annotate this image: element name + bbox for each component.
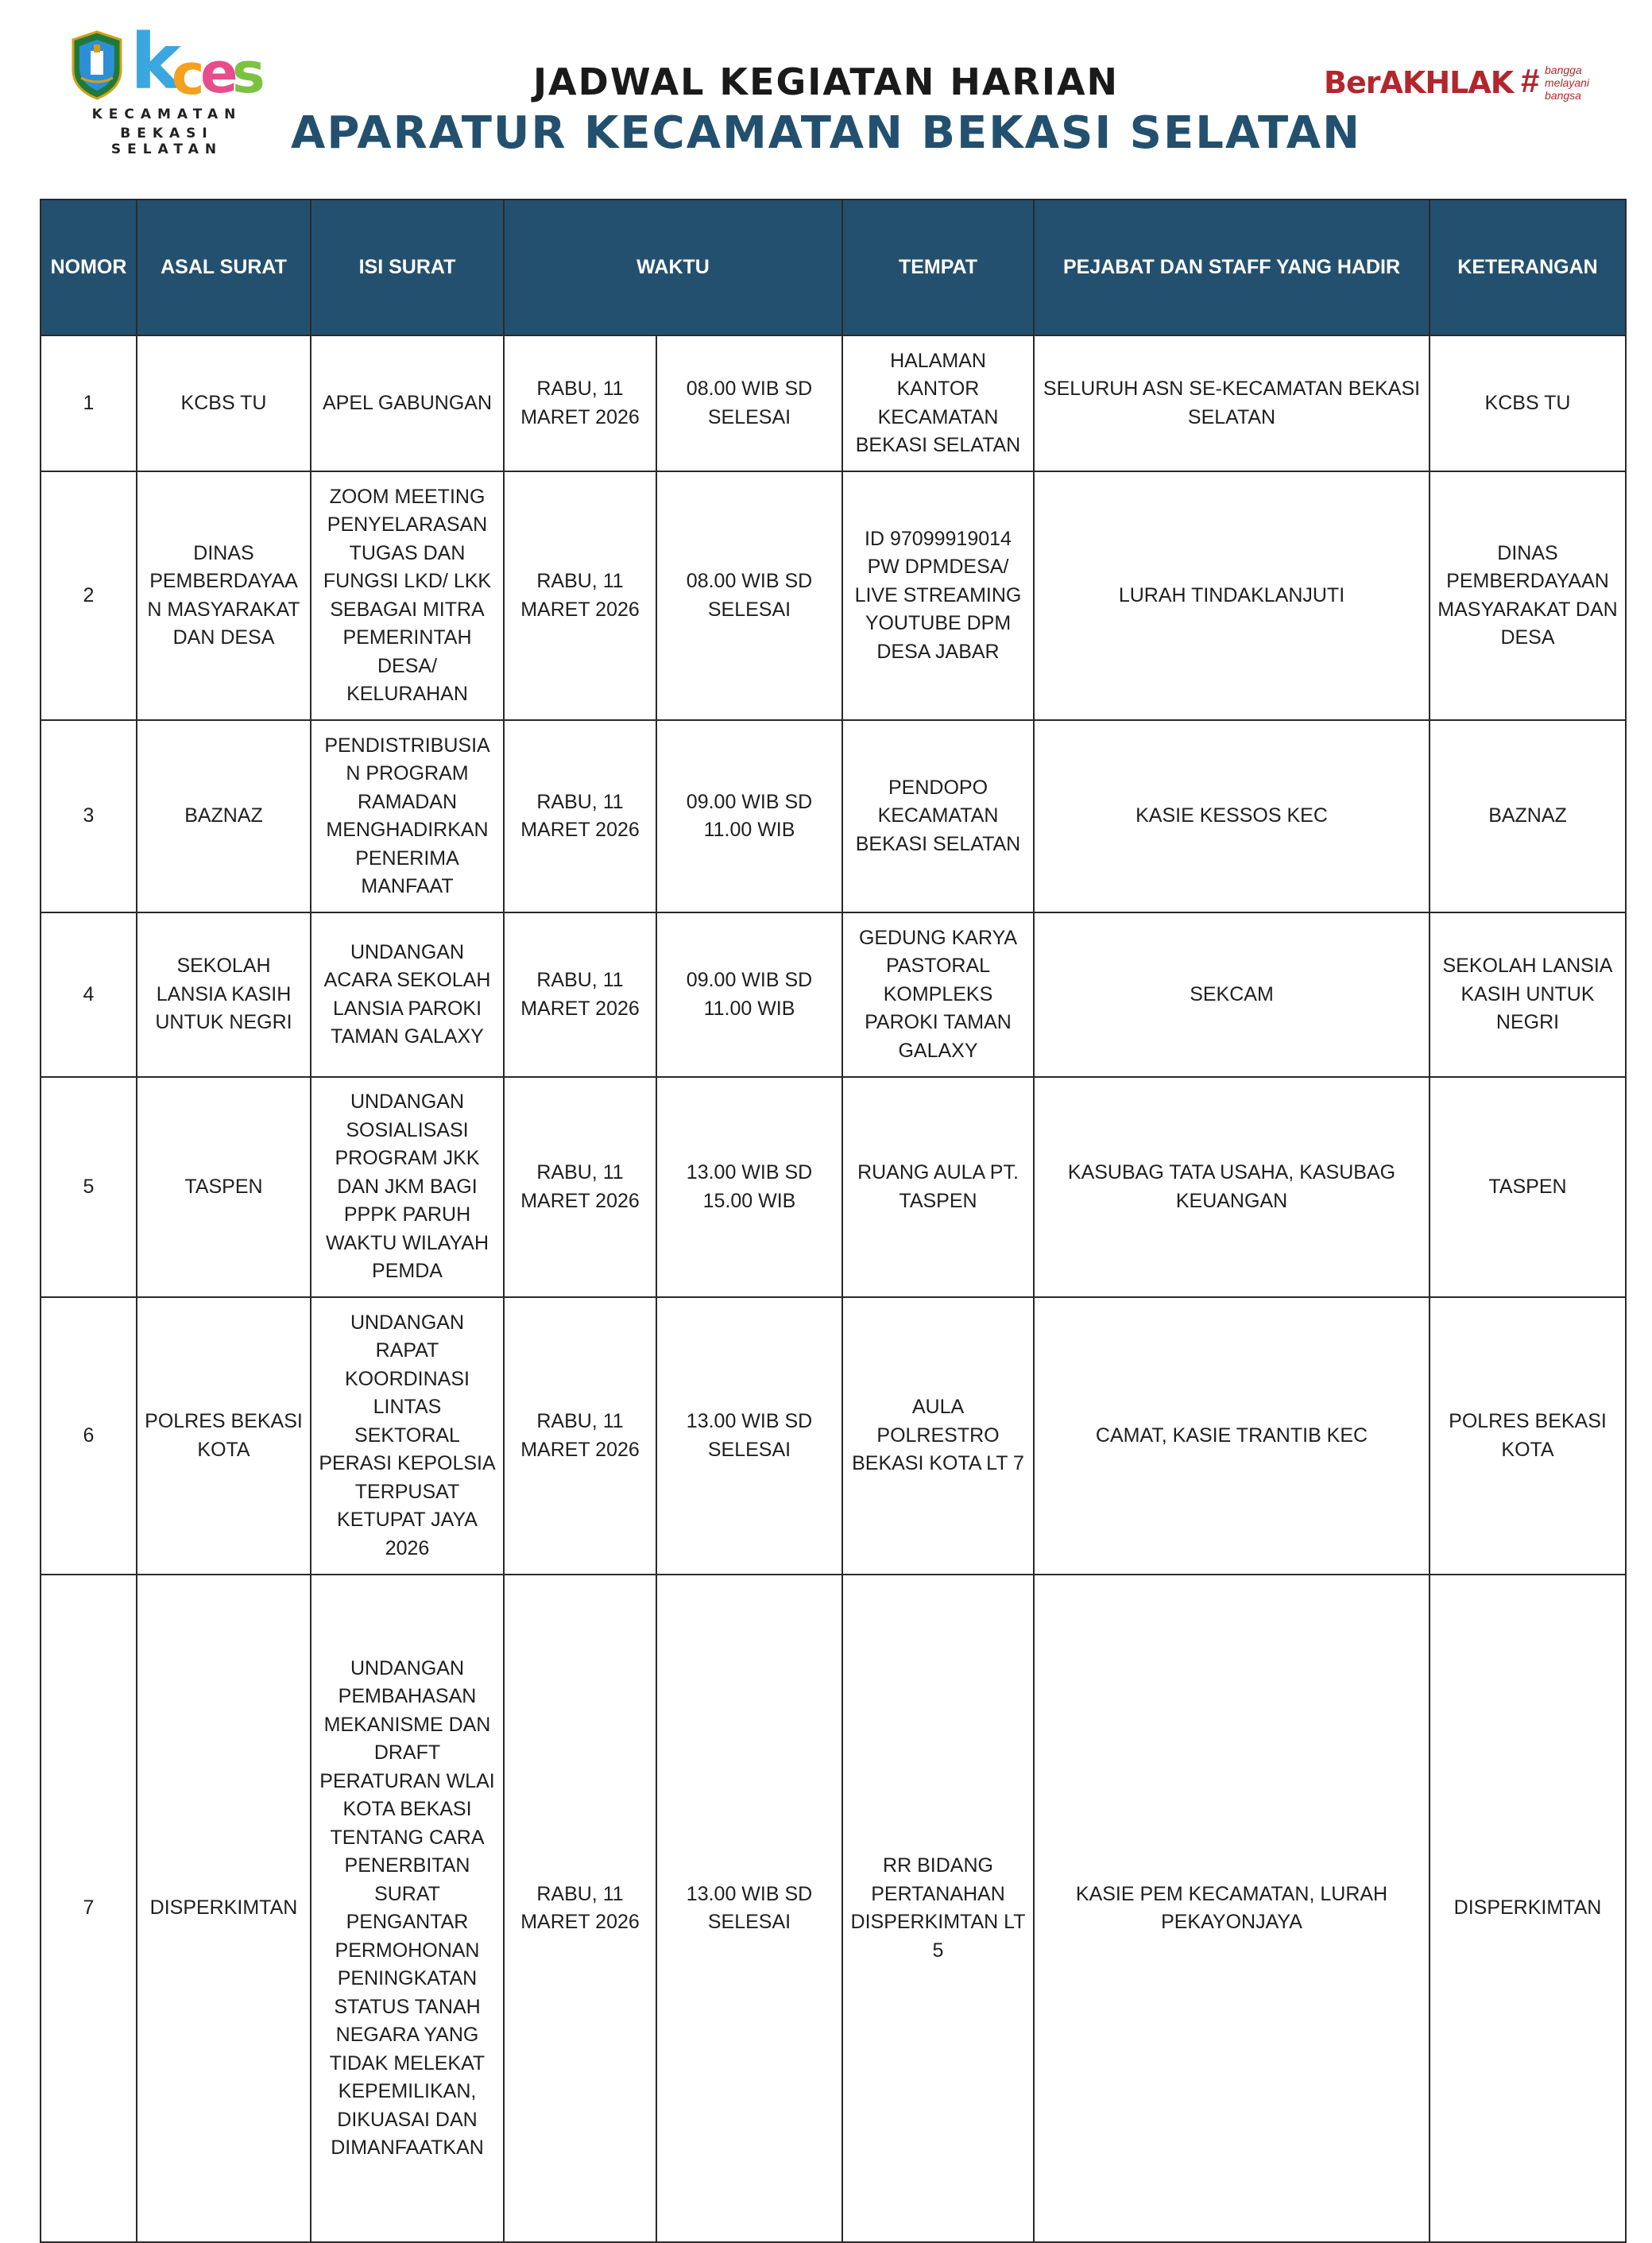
cell-isi-surat: PENDISTRIBUSIAN PROGRAM RAMADAN MENGHADIRKAN PENERIMA MANFAAT — [311, 720, 504, 912]
cell-keterangan: POLRES BEKASI KOTA — [1430, 1297, 1626, 1575]
cell-asal-surat: DISPERKIMTAN — [137, 1575, 311, 2242]
cell-tempat: HALAMAN KANTOR KECAMATAN BEKASI SELATAN — [842, 335, 1034, 471]
cell-nomor: 6 — [41, 1297, 137, 1575]
berakhlak-logo — [1319, 48, 1605, 111]
svg-text:c: c — [172, 42, 205, 107]
table-row — [41, 1575, 1626, 2242]
cell-tanggal: RABU, 11 MARET 2026 — [504, 720, 656, 912]
cell-jam: 13.00 WIB SD 15.00 WIB — [656, 1077, 842, 1297]
cell-keterangan: BAZNAZ — [1430, 720, 1626, 912]
cell-pejabat: SEKCAM — [1034, 912, 1430, 1077]
table-row — [41, 720, 1626, 912]
cell-nomor: 4 — [41, 912, 137, 1077]
cell-keterangan: DISPERKIMTAN — [1430, 1575, 1626, 2242]
tagline-bangsa: bangsa — [1545, 89, 1581, 102]
page-title: JADWAL KEGIATAN HARIAN — [532, 60, 1120, 103]
bekasi-selatan-label: BEKASI SELATAN — [110, 126, 223, 157]
kecamatan-label: KECAMATAN — [91, 107, 242, 122]
cell-jam: 13.00 WIB SD SELESAI — [656, 1575, 842, 2242]
svg-text:s: s — [232, 41, 265, 106]
cell-keterangan: SEKOLAH LANSIA KASIH UNTUK NEGRI — [1430, 912, 1626, 1077]
cell-pejabat: LURAH TINDAKLANJUTI — [1034, 471, 1430, 720]
cell-tempat: AULA POLRESTRO BEKASI KOTA LT 7 — [842, 1297, 1034, 1575]
cell-tanggal: RABU, 11 MARET 2026 — [504, 1297, 656, 1575]
cell-isi-surat: UNDANGAN RAPAT KOORDINASI LINTAS SEKTORAL PERASI KEPOLSIA TERPUSAT KETUPAT JAYA 2026 — [311, 1297, 504, 1575]
cell-jam: 13.00 WIB SD SELESAI — [656, 1297, 842, 1575]
cell-tempat: RR BIDANG PERTANAHAN DISPERKIMTAN LT 5 — [842, 1575, 1034, 2242]
cell-nomor: 5 — [41, 1077, 137, 1297]
col-header-waktu: WAKTU — [504, 200, 842, 335]
cell-jam: 09.00 WIB SD 11.00 WIB — [656, 720, 842, 912]
cell-asal-surat: KCBS TU — [137, 335, 311, 471]
cell-asal-surat: POLRES BEKASI KOTA — [137, 1297, 311, 1575]
cell-asal-surat: SEKOLAH LANSIA KASIH UNTUK NEGRI — [137, 912, 311, 1077]
cell-tempat: GEDUNG KARYA PASTORAL KOMPLEKS PAROKI TAMAN GALAXY — [842, 912, 1034, 1077]
schedule-table — [40, 199, 1627, 2243]
cell-isi-surat: APEL GABUNGAN — [311, 335, 504, 471]
cell-isi-surat: ZOOM MEETING PENYELARASAN TUGAS DAN FUNGSI LKD/ LKK SEBAGAI MITRA PEMERINTAH DESA/ KELURAHAN — [311, 471, 504, 720]
col-header-nomor: NOMOR — [41, 200, 137, 335]
table-row — [41, 912, 1626, 1077]
cell-pejabat: SELURUH ASN SE-KECAMATAN BEKASI SELATAN — [1034, 335, 1430, 471]
cell-tempat: PENDOPO KECAMATAN BEKASI SELATAN — [842, 720, 1034, 912]
cell-keterangan: TASPEN — [1430, 1077, 1626, 1297]
cell-jam: 09.00 WIB SD 11.00 WIB — [656, 912, 842, 1077]
col-header-tempat: TEMPAT — [842, 200, 1034, 335]
cell-tanggal: RABU, 11 MARET 2026 — [504, 1575, 656, 2242]
cell-nomor: 1 — [41, 335, 137, 471]
cell-tanggal: RABU, 11 MARET 2026 — [504, 1077, 656, 1297]
table-row — [41, 335, 1626, 471]
hashtag-icon: # — [1521, 62, 1540, 99]
cell-nomor: 2 — [41, 471, 137, 720]
cell-tanggal: RABU, 11 MARET 2026 — [504, 335, 656, 471]
cell-asal-surat: DINAS PEMBERDAYAAN MASYARAKAT DAN DESA — [137, 471, 311, 720]
cell-isi-surat: UNDANGAN PEMBAHASAN MEKANISME DAN DRAFT PERATURAN WLAI KOTA BEKASI TENTANG CARA PENERBITAN SURAT PENGANTAR PERMOHONAN PENINGKATAN STATUS TANAH NEGARA YANG TIDAK MELEKAT KEPEMILIKAN, DIKUASAI DAN DIMANFAATKAN — [311, 1575, 504, 2242]
cell-pejabat: KASIE KESSOS KEC — [1034, 720, 1430, 912]
table-row — [41, 1297, 1626, 1575]
cell-isi-surat: UNDANGAN SOSIALISASI PROGRAM JKK DAN JKM BAGI PPPK PARUH WAKTU WILAYAH PEMDA — [311, 1077, 504, 1297]
table-header-row — [41, 200, 1626, 335]
cell-tanggal: RABU, 11 MARET 2026 — [504, 471, 656, 720]
berakhlak-wordmark: BerAKHLAK — [1324, 65, 1514, 100]
col-header-asal-surat: ASAL SURAT — [137, 200, 311, 335]
cell-pejabat: CAMAT, KASIE TRANTIB KEC — [1034, 1297, 1430, 1575]
svg-text:k: k — [130, 21, 181, 107]
table-row — [41, 471, 1626, 720]
cell-asal-surat: BAZNAZ — [137, 720, 311, 912]
cell-pejabat: KASUBAG TATA USAHA, KASUBAG KEUANGAN — [1034, 1077, 1430, 1297]
page-subtitle: APARATUR KECAMATAN BEKASI SELATAN — [291, 107, 1361, 159]
col-header-isi-surat: ISI SURAT — [311, 200, 504, 335]
cell-nomor: 7 — [41, 1575, 137, 2242]
cell-tanggal: RABU, 11 MARET 2026 — [504, 912, 656, 1077]
cell-keterangan: DINAS PEMBERDAYAAN MASYARAKAT DAN DESA — [1430, 471, 1626, 720]
berakhlak-tagline — [1545, 64, 1589, 102]
page-header — [0, 0, 1652, 191]
table-row — [41, 1077, 1626, 1297]
col-header-pejabat: PEJABAT DAN STAFF YANG HADIR — [1034, 200, 1430, 335]
cell-jam: 08.00 WIB SD SELESAI — [656, 471, 842, 720]
cell-tempat: ID 97099919014 PW DPMDESA/ LIVE STREAMING YOUTUBE DPM DESA JABAR — [842, 471, 1034, 720]
cell-asal-surat: TASPEN — [137, 1077, 311, 1297]
tagline-bangga: bangga — [1545, 64, 1582, 76]
svg-text:e: e — [200, 41, 238, 106]
cell-pejabat: KASIE PEM KECAMATAN, LURAH PEKAYONJAYA — [1034, 1575, 1430, 2242]
col-header-keterangan: KETERANGAN — [1430, 200, 1626, 335]
cell-jam: 08.00 WIB SD SELESAI — [656, 335, 842, 471]
cell-isi-surat: UNDANGAN ACARA SEKOLAH LANSIA PAROKI TAMAN GALAXY — [311, 912, 504, 1077]
tagline-melayani: melayani — [1545, 76, 1590, 89]
cell-nomor: 3 — [41, 720, 137, 912]
cell-tempat: RUANG AULA PT. TASPEN — [842, 1077, 1034, 1297]
cell-keterangan: KCBS TU — [1430, 335, 1626, 471]
